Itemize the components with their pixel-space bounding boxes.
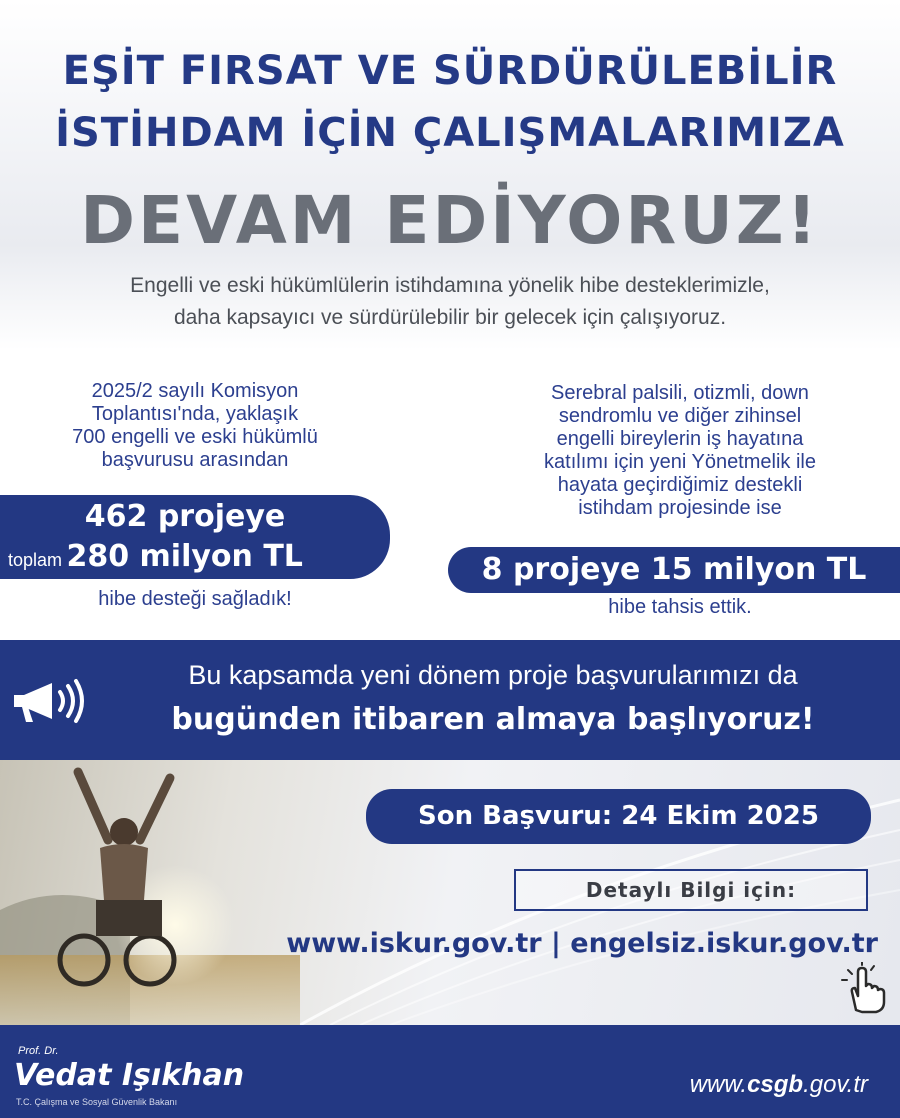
left-line: 2025/2 sayılı Komisyon xyxy=(91,380,299,402)
left-highlight-projects: 462 projeye xyxy=(84,499,286,534)
intro-line-1: Engelli ve eski hükümlülerin istihdamına yönelik hibe desteklerimizle, xyxy=(130,274,770,297)
intro-line-2: daha kapsayıcı ve sürdürülebilir bir gelecek için çalışıyoruz. xyxy=(173,306,727,329)
left-line: Toplantısı'nda, yaklaşık xyxy=(91,403,299,425)
headline-line-2: İSTİHDAM İÇİN ÇALIŞMALARIMIZA xyxy=(55,110,845,156)
left-highlight-amount-row xyxy=(8,539,303,574)
iskur-link[interactable]: www.iskur.gov.tr xyxy=(286,928,542,959)
left-highlight-pill xyxy=(0,495,390,579)
minister-ministry: T.C. Çalışma ve Sosyal Güvenlik Bakanı xyxy=(16,1097,178,1107)
megaphone-icon xyxy=(8,678,88,733)
engelsiz-link[interactable]: engelsiz.iskur.gov.tr xyxy=(570,928,878,959)
deadline-badge: Son Başvuru: 24 Ekim 2025 xyxy=(366,789,871,844)
right-block-text xyxy=(480,382,880,520)
pointer-hand-icon xyxy=(838,962,892,1021)
site-prefix: www. xyxy=(689,1071,748,1098)
minister-name: Vedat Işıkhan xyxy=(14,1058,245,1093)
left-block-text xyxy=(0,380,390,472)
left-line: 700 engelli ve eski hükümlü xyxy=(72,426,318,448)
site-bold: csgb xyxy=(747,1071,804,1098)
links-separator: | xyxy=(551,928,561,959)
footer xyxy=(0,1025,900,1118)
right-line: hayata geçirdiğimiz destekli xyxy=(557,474,803,496)
banner-line-2: bugünden itibaren almaya başlıyoruz! xyxy=(171,702,815,737)
headline-line-3: DEVAM EDİYORUZ! xyxy=(80,182,820,259)
announcement-banner xyxy=(0,640,900,760)
website-links xyxy=(208,928,878,959)
right-highlight-pill: 8 projeye 15 milyon TL xyxy=(448,547,900,593)
right-tail-text: hibe tahsis ettik. xyxy=(608,596,752,618)
banner-line-1: Bu kapsamda yeni dönem proje başvurularımızı da xyxy=(188,660,798,690)
wheelchair-person-photo xyxy=(0,760,360,1030)
right-line: engelli bireylerin iş hayatına xyxy=(556,428,804,450)
site-suffix: .gov.tr xyxy=(803,1071,868,1098)
left-line: başvurusu arasından xyxy=(101,449,289,471)
left-tail-text: hibe desteği sağladık! xyxy=(98,588,292,610)
headline-line-1: EŞİT FIRSAT VE SÜRDÜRÜLEBİLİR xyxy=(62,48,838,94)
right-line: Serebral palsili, otizmli, down xyxy=(551,382,809,404)
ministry-website-link[interactable] xyxy=(690,1071,868,1099)
left-highlight-prefix: toplam xyxy=(8,550,63,570)
minister-title: Prof. Dr. xyxy=(18,1045,59,1057)
right-line: katılımı için yeni Yönetmelik ile xyxy=(544,451,816,473)
right-line: sendromlu ve diğer zihinsel xyxy=(558,405,802,427)
left-highlight-amount: 280 milyon TL xyxy=(66,539,303,574)
right-line: istihdam projesinde ise xyxy=(578,497,782,519)
info-label-box: Detaylı Bilgi için: xyxy=(514,869,868,911)
